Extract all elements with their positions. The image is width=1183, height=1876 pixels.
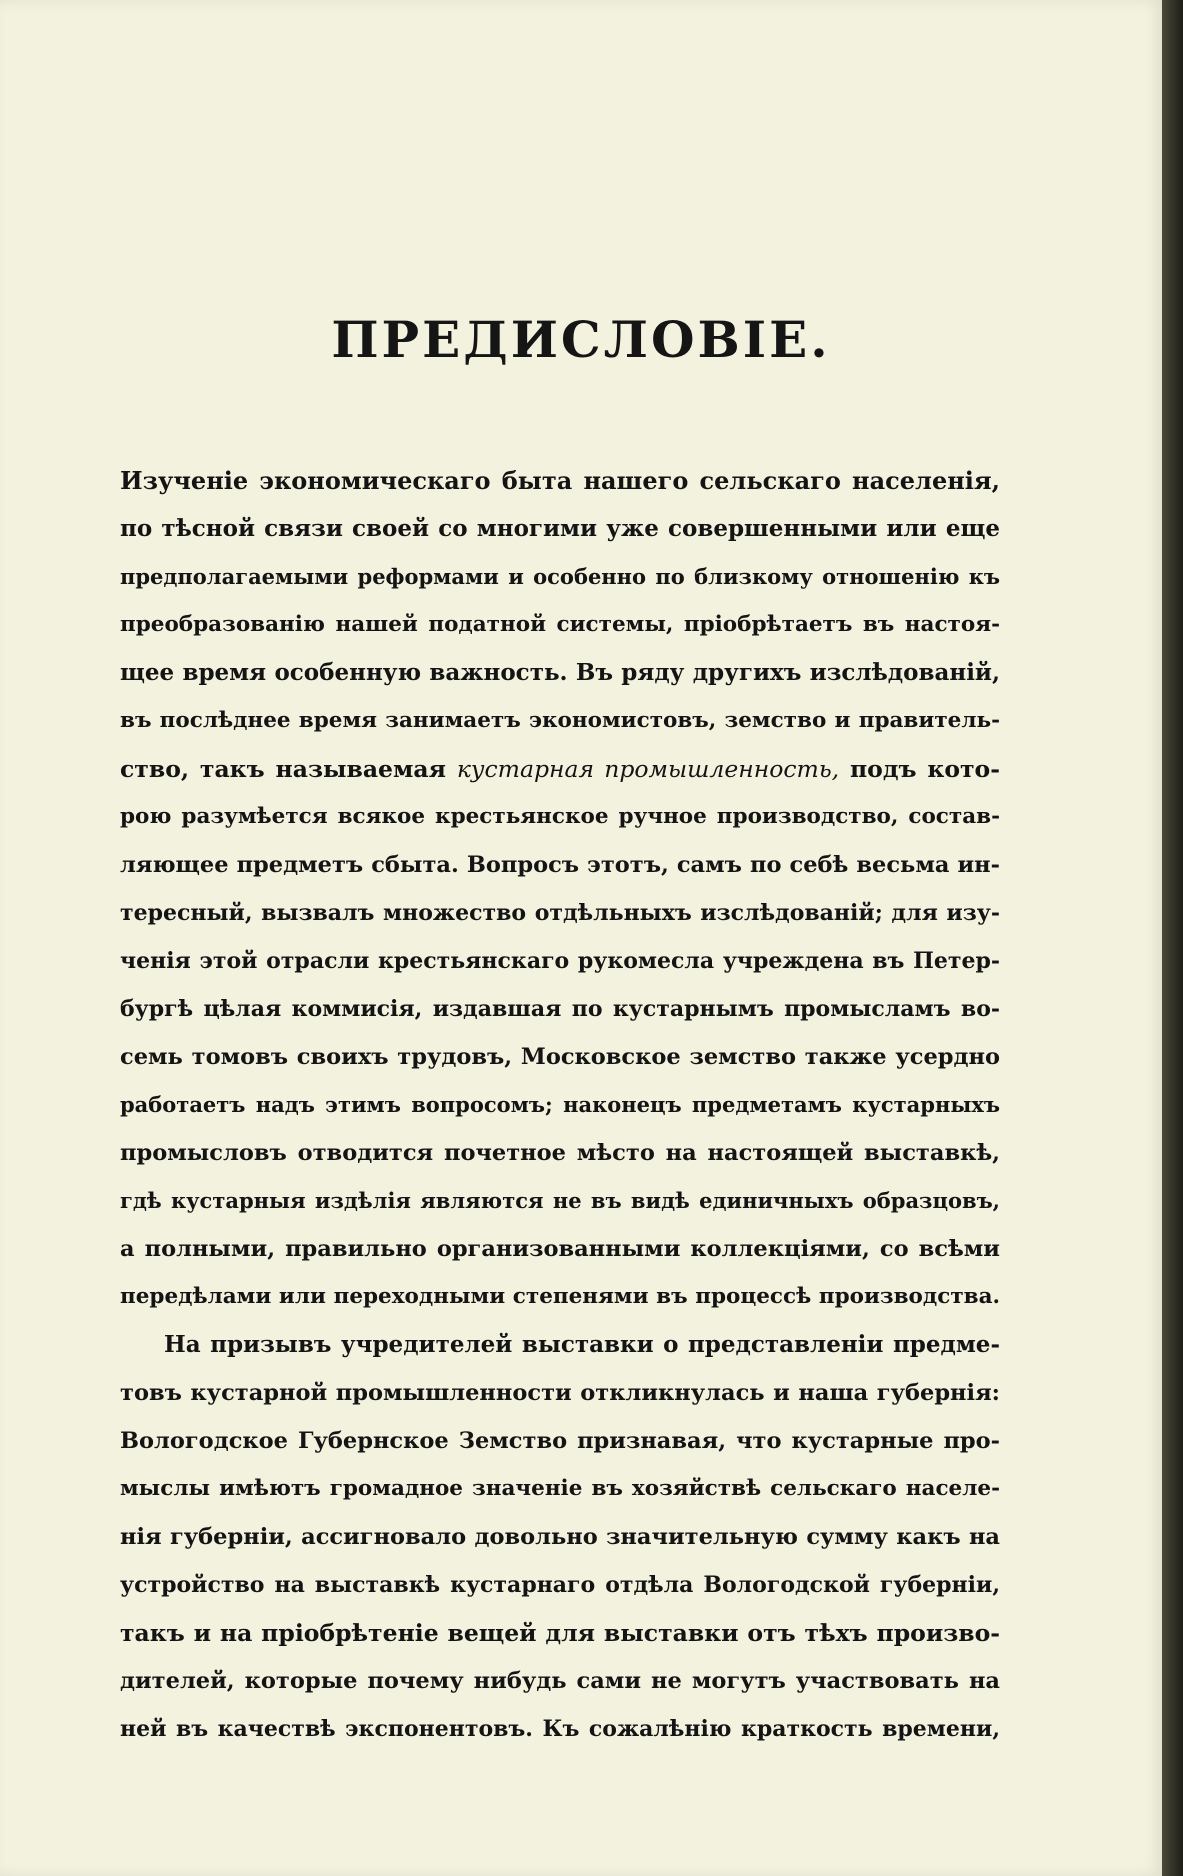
text-line: мыслы имѣютъ громадное значеніе въ хозяйствѣ сельскаго населе- bbox=[120, 1476, 1000, 1501]
text-line: ченія этой отрасли крестьянскаго рукомесла учреждена въ Петер- bbox=[120, 948, 1000, 974]
text-line: товъ кустарной промышленности откликнулась и наша губернія: bbox=[120, 1380, 1000, 1406]
text-segment: подъ кото- bbox=[849, 755, 1000, 783]
text-line: по тѣсной связи своей со многими уже совершенными или еще bbox=[120, 515, 1000, 542]
text-line: Изученіе экономическаго быта нашего сельскаго населенія, bbox=[120, 466, 1000, 495]
text-line: нія губерніи, ассигновало довольно значительную сумму какъ на bbox=[120, 1524, 1000, 1550]
text-line bbox=[120, 745, 1000, 793]
preface-text bbox=[120, 457, 1000, 1753]
text-line: устройство на выставкѣ кустарнаго отдѣла Вологодской губерніи, bbox=[120, 1572, 1000, 1598]
page-edge-shadow bbox=[1162, 0, 1183, 1876]
text-line: преобразованію нашей податной системы, пріобрѣтаетъ въ настоя- bbox=[120, 612, 1000, 637]
italic-term: кустарная промышленность, bbox=[456, 755, 840, 783]
text-line: такъ и на пріобрѣтеніе вещей для выставки отъ тѣхъ произво- bbox=[120, 1619, 1000, 1647]
text-line: промысловъ отводится почетное мѣсто на настоящей выставкѣ, bbox=[120, 1140, 1000, 1166]
text-line: рою разумѣется всякое крестьянское ручное производство, состав- bbox=[120, 804, 1000, 829]
text-line: Вологодское Губернское Земство признавая, что кустарные про- bbox=[120, 1428, 1000, 1454]
text-line: предполагаемыми реформами и особенно по близкому отношенію къ bbox=[120, 564, 1000, 589]
text-line: ней въ качествѣ экспонентовъ. Къ сожалѣнію краткость времени, bbox=[120, 1716, 1000, 1742]
text-line: бургѣ цѣлая коммисія, издавшая по кустарнымъ промысламъ во- bbox=[120, 996, 1000, 1022]
text-line: тересный, вызвалъ множество отдѣльныхъ изслѣдованій; для изу- bbox=[120, 900, 1000, 926]
text-line: дителей, которые почему нибудь сами не могутъ участвовать на bbox=[120, 1668, 1000, 1694]
text-line: работаетъ надъ этимъ вопросомъ; наконецъ предметамъ кустарныхъ bbox=[120, 1092, 1000, 1117]
page-title: ПРЕДИСЛОВІЕ. bbox=[331, 310, 831, 369]
text-line: а полными, правильно организованными коллекціями, со всѣми bbox=[120, 1236, 1000, 1262]
text-line: семь томовъ своихъ трудовъ, Московское земство также усердно bbox=[120, 1044, 1000, 1070]
text-line: гдѣ кустарныя издѣлія являются не въ видѣ единичныхъ образцовъ, bbox=[120, 1188, 1000, 1213]
text-line: На призывъ учредителей выставки о представленіи предме- bbox=[164, 1331, 1000, 1358]
text-line: ляющее предметъ сбыта. Вопросъ этотъ, самъ по себѣ весьма ин- bbox=[120, 852, 1000, 878]
text-line: щее время особенную важность. Въ ряду другихъ изслѣдованій, bbox=[120, 659, 1000, 686]
text-line: въ послѣднее время занимаетъ экономистовъ, земство и правитель- bbox=[120, 708, 1000, 733]
text-line: передѣлами или переходными степенями въ процессѣ производства. bbox=[120, 1284, 1000, 1309]
text-segment: ство, такъ называемая bbox=[120, 755, 447, 783]
